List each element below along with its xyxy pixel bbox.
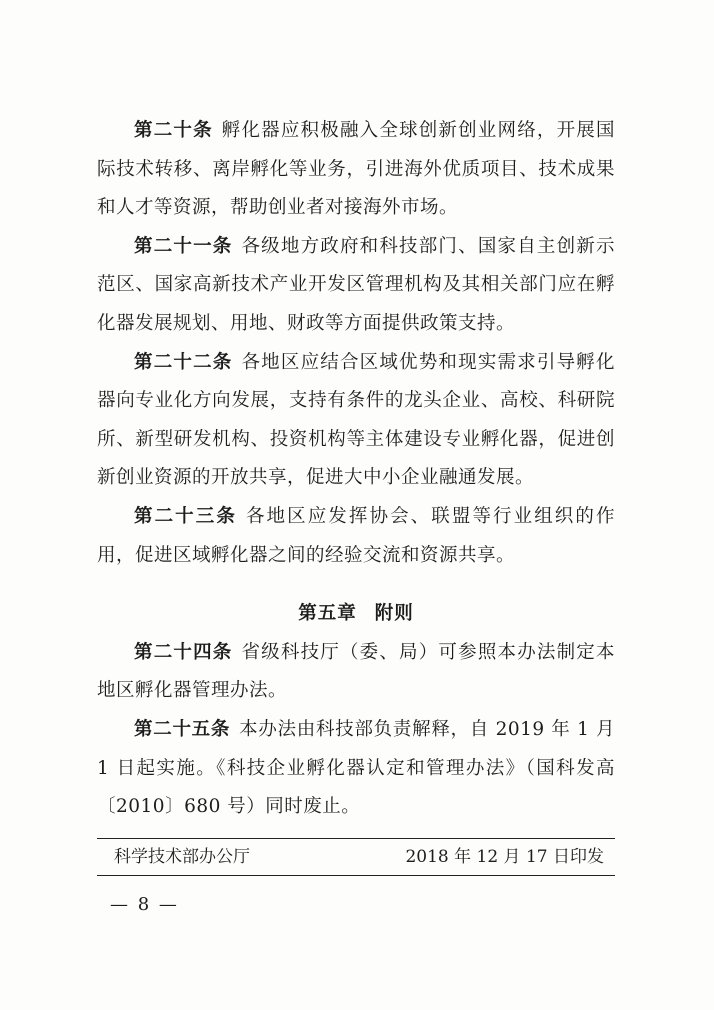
issuance-footer xyxy=(114,843,604,871)
article-25 xyxy=(97,711,615,827)
article-text: 各级地方政府和科技部门、国家自主创新示范区、国家高新技术产业开发区管理机构及其相关部门应在孵化器发展规划、用地、财政等方面提供政策支持。 xyxy=(97,235,615,334)
footer-top-rule xyxy=(97,838,615,839)
document-body xyxy=(97,112,615,827)
article-text: 各地区应结合区域优势和现实需求引导孵化器向专业化方向发展，支持有条件的龙头企业、高校、科研院所、新型研发机构、投资机构等主体建设专业孵化器，促进创新创业资源的开放共享，促进大中小企业融通发展。 xyxy=(97,351,615,489)
article-24 xyxy=(97,634,615,711)
article-text: 孵化器应积极融入全球创新创业网络，开展国际技术转移、离岸孵化等业务，引进海外优质项目、技术成果和人才等资源，帮助创业者对接海外市场。 xyxy=(97,120,615,219)
article-20 xyxy=(97,112,615,228)
chapter-number: 第五章 xyxy=(298,603,357,625)
article-text: 省级科技厅（委、局）可参照本办法制定本地区孵化器管理办法。 xyxy=(97,641,615,702)
article-number: 第二十三条 xyxy=(134,505,237,527)
article-number: 第二十四条 xyxy=(134,641,233,663)
chapter-heading xyxy=(97,595,615,634)
article-22 xyxy=(97,344,615,498)
article-number: 第二十五条 xyxy=(134,718,231,740)
page-number: — 8 — xyxy=(110,894,179,915)
article-text: 各地区应发挥协会、联盟等行业组织的作用，促进区域孵化器之间的经验交流和资源共享。 xyxy=(97,505,615,566)
issuer-name: 科学技术部办公厅 xyxy=(114,847,250,867)
article-text: 本办法由科技部负责解释，自 2019 年 1 月 1 日起实施。《科技企业孵化器认定和管理办法》（国科发高〔2010〕680 号）同时废止。 xyxy=(97,718,615,818)
issue-date: 2018 年 12 月 17 日印发 xyxy=(405,847,604,867)
article-23 xyxy=(97,498,615,575)
article-number: 第二十一条 xyxy=(134,235,233,257)
chapter-title: 附则 xyxy=(374,603,414,625)
footer-bottom-rule xyxy=(97,875,615,876)
article-number: 第二十二条 xyxy=(134,351,233,373)
article-number: 第二十条 xyxy=(134,120,213,141)
article-21 xyxy=(97,228,615,344)
